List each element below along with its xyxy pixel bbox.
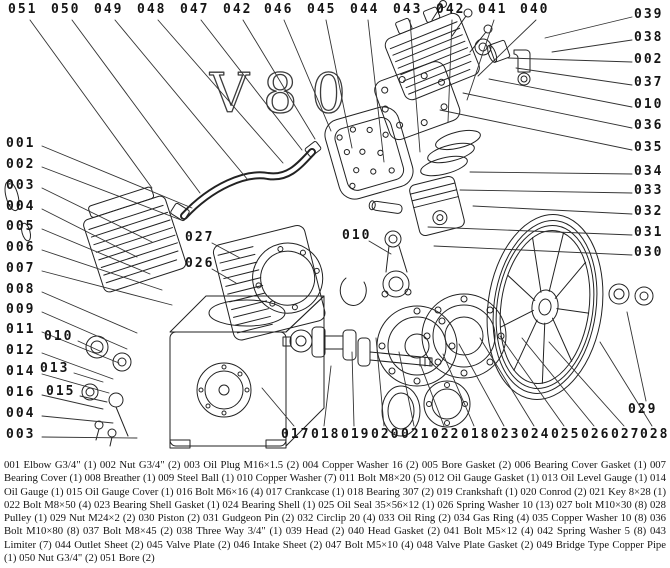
callout-051: 051 xyxy=(8,2,38,17)
callout-015: 015 xyxy=(46,384,76,399)
callout-044: 044 xyxy=(350,2,380,17)
callout-021: 021 xyxy=(401,427,431,442)
callout-001: 001 xyxy=(6,136,36,151)
callout-007: 007 xyxy=(6,261,36,276)
conrod xyxy=(382,231,411,297)
parts-list: 001 Elbow G3/4" (1) 002 Nut G3/4" (2) 003 Oil Plug M16×1.5 (2) 004 Copper Washer 16 (2) 005 Bore Gasket (2) 006 Bearing Cover Gasket (1) 007 Bearing Cover (1) 008 Breather (1) 009 Steel Ball (1) 010 Copper Washer (7) 011 Bolt M8×20 (5) 012 Oil Gauge Gasket (1) 013 Oil Level Gauge (1) 014 Oil Gauge (1) 015 Oil Gauge Cover (1) 016 Bolt M6×16 (4) 017 Crankcase (1) 018 Bearing 307 (2) 019 Crankshaft (1) 020 Conrod (2) 021 Key 8×28 (1) 022 Bolt M8×50 (4) 023 Bearing Shell Gasket (1) 024 Bearing Shell (1) 025 Oil Seal 35×56×12 (1) 026 Spring Washer 10 (13) 027 bolt M10×30 (8) 028 Pulley (1) 029 Nut M24×2 (2) 030 Piston (2) 031 Gudgeon Pin (2) 032 Circlip 20 (4) 033 Oil Ring (2) 034 Gas Ring (4) 035 Copper Washer 10 (8) 036 Bolt M10×80 (8) 037 Bolt M8×45 (2) 038 Three Way 3/4" (1) 039 Head (2) 040 Head Gasket (2) 041 Bolt M5×12 (4) 042 Spring Washer 5 (8) 043 Limiter (7) 044 Outlet Sheet (2) 045 Valve Plate (2) 046 Intake Sheet (2) 047 Bolt M5×10 (4) 048 Valve Plate Gasket (2) 049 Bridge Type Copper Pipe (1) 050 Nut G3/4" (2) 051 Bore (2) xyxy=(4,459,666,565)
callout-026: 026 xyxy=(185,256,215,271)
callout-024: 024 xyxy=(521,427,551,442)
callout-008: 008 xyxy=(6,282,36,297)
crankshaft xyxy=(283,327,432,366)
leader-line xyxy=(508,58,632,62)
gudgeon-pin xyxy=(369,200,403,214)
callout-050: 050 xyxy=(51,2,81,17)
callout-036: 036 xyxy=(634,118,664,133)
diagram-title: V80 xyxy=(210,62,360,125)
leader-line xyxy=(376,338,384,426)
callout-039: 039 xyxy=(634,7,664,22)
leader-line xyxy=(369,241,391,254)
callout-004: 004 xyxy=(6,199,36,214)
callout-003: 003 xyxy=(6,178,36,193)
callout-004: 004 xyxy=(6,406,36,421)
leader-line xyxy=(352,352,354,426)
callout-002: 002 xyxy=(6,157,36,172)
callout-046: 046 xyxy=(264,2,294,17)
leader-line xyxy=(545,17,632,38)
leader-line xyxy=(42,209,137,257)
callout-005: 005 xyxy=(6,219,36,234)
callout-048: 048 xyxy=(137,2,167,17)
leader-line xyxy=(459,344,504,426)
leader-line xyxy=(627,312,646,401)
callout-042: 042 xyxy=(223,2,253,17)
callout-027: 027 xyxy=(611,427,641,442)
callout-019: 019 xyxy=(341,427,371,442)
callout-014: 014 xyxy=(6,364,36,379)
callout-042: 042 xyxy=(436,2,466,17)
callout-020: 020 xyxy=(371,427,401,442)
callout-011: 011 xyxy=(6,322,36,337)
bearing-shell xyxy=(340,278,366,305)
leader-line xyxy=(448,20,452,122)
crankcase xyxy=(170,296,324,448)
leader-line xyxy=(549,342,624,426)
callout-047: 047 xyxy=(180,2,210,17)
leader-line xyxy=(467,20,494,100)
callout-018: 018 xyxy=(461,427,491,442)
leader-line xyxy=(500,336,564,426)
cylinder-block xyxy=(212,222,334,342)
callout-038: 038 xyxy=(634,30,664,45)
callout-041: 041 xyxy=(478,2,508,17)
leader-line xyxy=(552,40,632,52)
leader-line xyxy=(42,188,152,242)
leader-line xyxy=(434,246,632,255)
callout-032: 032 xyxy=(634,204,664,219)
callout-037: 037 xyxy=(634,75,664,90)
leader-line xyxy=(460,190,632,193)
callout-016: 016 xyxy=(6,385,36,400)
callout-009: 009 xyxy=(6,302,36,317)
callout-002: 002 xyxy=(634,52,664,67)
leader-line xyxy=(463,93,632,128)
leader-line xyxy=(470,172,632,174)
callout-006: 006 xyxy=(6,240,36,255)
callout-040: 040 xyxy=(520,2,550,17)
leader-line xyxy=(516,68,632,85)
callout-003: 003 xyxy=(6,427,36,442)
callout-049: 049 xyxy=(94,2,124,17)
shaft-nuts xyxy=(609,284,653,305)
flywheel xyxy=(476,207,615,407)
callout-030: 030 xyxy=(634,245,664,260)
callout-025: 025 xyxy=(551,427,581,442)
callout-026: 026 xyxy=(581,427,611,442)
leader-line xyxy=(42,271,172,305)
three-way-fitting xyxy=(475,39,530,85)
callout-013: 013 xyxy=(40,361,70,376)
callout-027: 027 xyxy=(185,230,215,245)
leader-line xyxy=(42,437,137,438)
callout-017: 017 xyxy=(281,427,311,442)
leader-line xyxy=(324,366,331,426)
callout-010: 010 xyxy=(634,97,664,112)
leader-line xyxy=(473,206,632,214)
leader-line xyxy=(42,416,113,423)
callout-035: 035 xyxy=(634,140,664,155)
callout-029: 029 xyxy=(628,402,658,417)
callout-043: 043 xyxy=(393,2,423,17)
leader-line xyxy=(42,292,137,333)
callout-022: 022 xyxy=(431,427,461,442)
callout-018: 018 xyxy=(311,427,341,442)
oil-gauge-parts xyxy=(82,336,131,446)
callout-031: 031 xyxy=(634,225,664,240)
callout-034: 034 xyxy=(634,164,664,179)
leader-line xyxy=(80,396,107,402)
callout-033: 033 xyxy=(634,183,664,198)
leader-line xyxy=(443,354,474,426)
callout-023: 023 xyxy=(491,427,521,442)
breather-hose xyxy=(170,141,322,222)
callout-010: 010 xyxy=(44,329,74,344)
callout-010: 010 xyxy=(342,228,372,243)
leader-line xyxy=(421,366,444,426)
leader-line xyxy=(74,373,103,382)
callout-012: 012 xyxy=(6,343,36,358)
callout-028: 028 xyxy=(640,427,670,442)
leader-line xyxy=(262,388,294,426)
bearing-cover-small xyxy=(424,381,470,427)
leader-line xyxy=(78,341,102,352)
leader-line xyxy=(410,20,420,152)
callout-045: 045 xyxy=(307,2,337,17)
leader-line xyxy=(480,338,534,426)
